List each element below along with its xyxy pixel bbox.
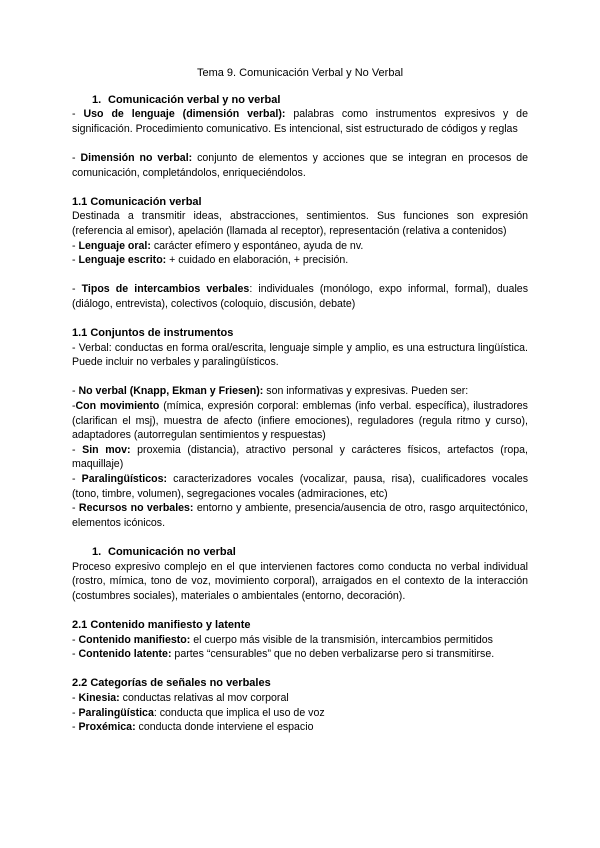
definition: (mímica, expresión corporal: emblemas (info verbal. específica), ilustradores (clarifican el msj), muestra de afecto (infiere emociones), reguladores (regula ritmo y curso), adaptadores (autorregulan sentimientos y respuestas) (72, 400, 528, 442)
section-2-2-heading: 2.2 Categorías de señales no verbales (72, 677, 271, 690)
term: Dimensión no verbal: (80, 151, 193, 164)
term: Lenguaje escrito: (78, 254, 167, 267)
term: Uso de lenguaje (dimensión verbal): (83, 108, 286, 121)
term: Tipos de intercambios verbales (81, 283, 250, 296)
paragraph-recursos: - Recursos no verbales: entorno y ambiente, presencia/ausencia de otro, rasgo arquitectónico, elementos icónicos. (72, 502, 528, 529)
definition: partes “censurables” que no deben verbalizarse pero si transmitirse. (171, 648, 495, 661)
paragraph-proxemica: - Proxémica: conducta donde interviene el espacio (72, 721, 314, 734)
section-2-1-heading: 2.1 Contenido manifiesto y latente (72, 618, 251, 631)
term: Recursos no verbales: (78, 502, 194, 515)
section-2-heading (72, 545, 528, 560)
term: Kinesia: (78, 691, 120, 704)
definition: conductas relativas al mov corporal (119, 691, 289, 704)
paragraph-dimension-no-verbal: - Dimensión no verbal: conjunto de elementos y acciones que se integran en procesos de comunicación, completándolos, enriqueciéndolos. (72, 151, 528, 179)
section-number: 1. (92, 546, 102, 558)
term: Paralingüística (78, 706, 154, 719)
paragraph-latente: - Contenido latente: partes “censurables” que no deben verbalizarse pero si transmitirse. (72, 648, 495, 661)
paragraph-con-movimiento: -Con movimiento (mímica, expresión corporal: emblemas (info verbal. específica), ilustradores (clarifican el msj), muestra de afecto (infiere emociones), reguladores (regula ritmo y curso), adaptadores (autorregulan sentimientos y respuestas) (72, 400, 528, 442)
paragraph-sin-mov: - Sin mov: proxemia (distancia), atractivo personal y carácteres físicos, artefactos (ropa, maquillaje) (72, 443, 528, 471)
section-title: Comunicación no verbal (108, 546, 236, 558)
definition: entorno y ambiente, presencia/ausencia de otro, rasgo arquitectónico, elementos icónicos. (72, 502, 528, 529)
definition: : conducta que implica el uso de voz (153, 706, 325, 719)
paragraph-intro: Destinada a transmitir ideas, abstracciones, sentimientos. Sus funciones son expresión (referencia al emisor), apelación (llamada al receptor), representación (relativa a contenidos) (72, 210, 528, 237)
definition: conjunto de elementos y acciones que se integran en procesos de comunicación, completándolos, enriqueciéndolos. (72, 151, 528, 179)
definition: caracterizadores vocales (vocalizar, pausa, risa), cualificadores vocales (tono, timbre, volumen), segregaciones vocales (admiraciones, etc) (72, 473, 528, 500)
definition: el cuerpo más visible de la transmisión, intercambios permitidos (190, 633, 493, 646)
page-title: Tema 9. Comunicación Verbal y No Verbal (196, 67, 404, 79)
definition: son informativas y expresivas. Pueden ser: (263, 385, 469, 398)
term: Contenido latente: (78, 648, 172, 661)
paragraph-verbal: - Verbal: conductas en forma oral/escrita, lenguaje simple y amplio, es una estructura lingüística. Puede incluir no verbales y paralingüísticos. (72, 341, 528, 369)
paragraph-lenguaje-oral: - Lenguaje oral: carácter efímero y espontáneo, ayuda de nv. (72, 239, 364, 252)
paragraph-uso-lenguaje: - Uso de lenguaje (dimensión verbal): palabras como instrumentos expresivos y de significación. Procedimiento comunicativo. Es intencional, sist estructurado de códigos y reglas (72, 108, 528, 135)
definition: conducta donde interviene el espacio (135, 721, 314, 734)
section-1-heading (72, 93, 528, 108)
term: Con movimiento (75, 400, 160, 413)
paragraph-tipos-intercambios: - Tipos de intercambios verbales: individuales (monólogo, expo informal, formal), duales (diálogo, entrevista), colectivos (coloquio, discusión, debate) (72, 283, 528, 310)
paragraph-paralinguistica: - Paralingüística: conducta que implica el uso de voz (72, 706, 325, 719)
term: Lenguaje oral: (78, 239, 151, 252)
paragraph-no-verbal: - No verbal (Knapp, Ekman y Friesen): son informativas y expresivas. Pueden ser: (72, 385, 469, 398)
definition: proxemia (distancia), atractivo personal y carácteres físicos, artefactos (ropa, maquillaje) (72, 443, 528, 471)
paragraph-proceso: Proceso expresivo complejo en el que intervienen factores como conducta no verbal individual (rostro, mímica, tono de voz, movimiento corporal), arraigados en el contexto de la interacción (costumbres sociales), materiales o ambientales (entorno, decoración). (72, 560, 528, 602)
term: Proxémica: (78, 721, 136, 734)
term: Paralingüísticos: (81, 473, 168, 486)
document-page (72, 66, 528, 735)
term: Sin mov: (82, 443, 131, 456)
definition: carácter efímero y espontáneo, ayuda de nv. (150, 239, 364, 252)
term: Contenido manifiesto: (78, 633, 191, 646)
definition: : individuales (monólogo, expo informal, formal), duales (diálogo, entrevista), colectivos (coloquio, discusión, debate) (72, 283, 528, 310)
paragraph-manifiesto: - Contenido manifiesto: el cuerpo más visible de la transmisión, intercambios permitidos (72, 633, 493, 646)
section-title: Comunicación verbal y no verbal (108, 93, 281, 106)
section-1-1-heading: 1.1 Comunicación verbal (72, 195, 202, 208)
section-number: 1. (92, 93, 102, 106)
definition: + cuidado en elaboración, + precisión. (166, 254, 349, 267)
definition: palabras como instrumentos expresivos y de significación. Procedimiento comunicativo. Es intencional, sist estructurado de códigos y reglas (72, 108, 528, 135)
section-1-1b-heading: 1.1 Conjuntos de instrumentos (72, 327, 234, 340)
paragraph-kinesia: - Kinesia: conductas relativas al mov corporal (72, 691, 289, 704)
paragraph-lenguaje-escrito: - Lenguaje escrito: + cuidado en elaboración, + precisión. (72, 254, 349, 267)
paragraph-paralinguisticos: - Paralingüísticos: caracterizadores vocales (vocalizar, pausa, risa), cualificadores vocales (tono, timbre, volumen), segregaciones vocales (admiraciones, etc) (72, 473, 528, 500)
term: No verbal (Knapp, Ekman y Friesen): (78, 385, 264, 398)
